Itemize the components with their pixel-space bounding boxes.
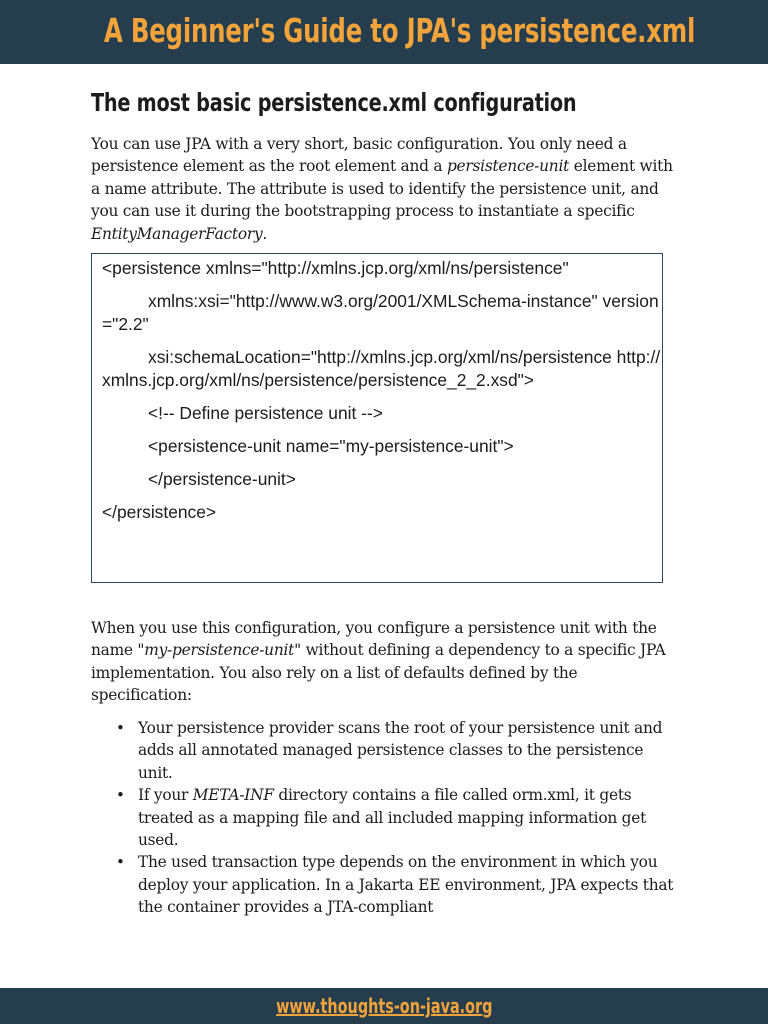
explanation-paragraph: When you use this configuration, you configure a persistence unit with the name "my-persistence-unit" without defining a dependency to a specific JPA implementation. You also rely on a list of defaults defined by the specification:	[91, 619, 666, 705]
bullet-icon: •	[116, 853, 125, 872]
bullet-icon: •	[116, 786, 125, 805]
list-item: • The used transaction type depends on the environment in which you deploy your application. In a Jakarta EE environment, JPA expects that the container provides a JTA-compliant	[116, 853, 674, 917]
bullet-icon: •	[116, 719, 125, 737]
list-item: • If your META-INF directory contains a file called orm.xml, it gets treated as a mapping file and all included mapping information get used.	[116, 786, 647, 850]
code-block	[91, 253, 663, 583]
code-line: xsi:schemaLocation="http://xmlns.jcp.org/xml/ns/persistence http://xmlns.jcp.org/xml/ns/persistence/persistence_2_2.xsd">	[102, 347, 661, 390]
section-heading: The most basic persistence.xml configuration	[91, 88, 577, 117]
code-line: </persistence-unit>	[148, 469, 296, 489]
intro-paragraph: You can use JPA with a very short, basic configuration. You only need a persistence element as the root element and a persistence-unit element with a name attribute. The attribute is used to identify the persistence unit, and you can use it during the bootstrapping process to instantiate a specific EntityManagerFactory.	[91, 135, 673, 243]
main-content	[91, 88, 681, 917]
page-footer	[0, 988, 768, 1024]
footer-link[interactable]: www.thoughts-on-java.org	[275, 994, 493, 1018]
list-item: • Your persistence provider scans the root of your persistence unit and adds all annotated managed persistence classes to the persistence unit.	[116, 719, 663, 782]
code-line: <persistence xmlns="http://xmlns.jcp.org/xml/ns/persistence"	[102, 258, 569, 278]
code-line: <persistence-unit name="my-persistence-unit">	[148, 436, 514, 456]
defaults-list	[91, 717, 681, 919]
page-header	[0, 0, 768, 64]
header-title: A Beginner's Guide to JPA's persistence.xml	[103, 11, 696, 50]
code-line: </persistence>	[102, 502, 217, 522]
code-line: <!-- Define persistence unit -->	[148, 403, 383, 423]
code-line: xmlns:xsi="http://www.w3.org/2001/XMLSchema-instance" version="2.2"	[102, 291, 659, 334]
